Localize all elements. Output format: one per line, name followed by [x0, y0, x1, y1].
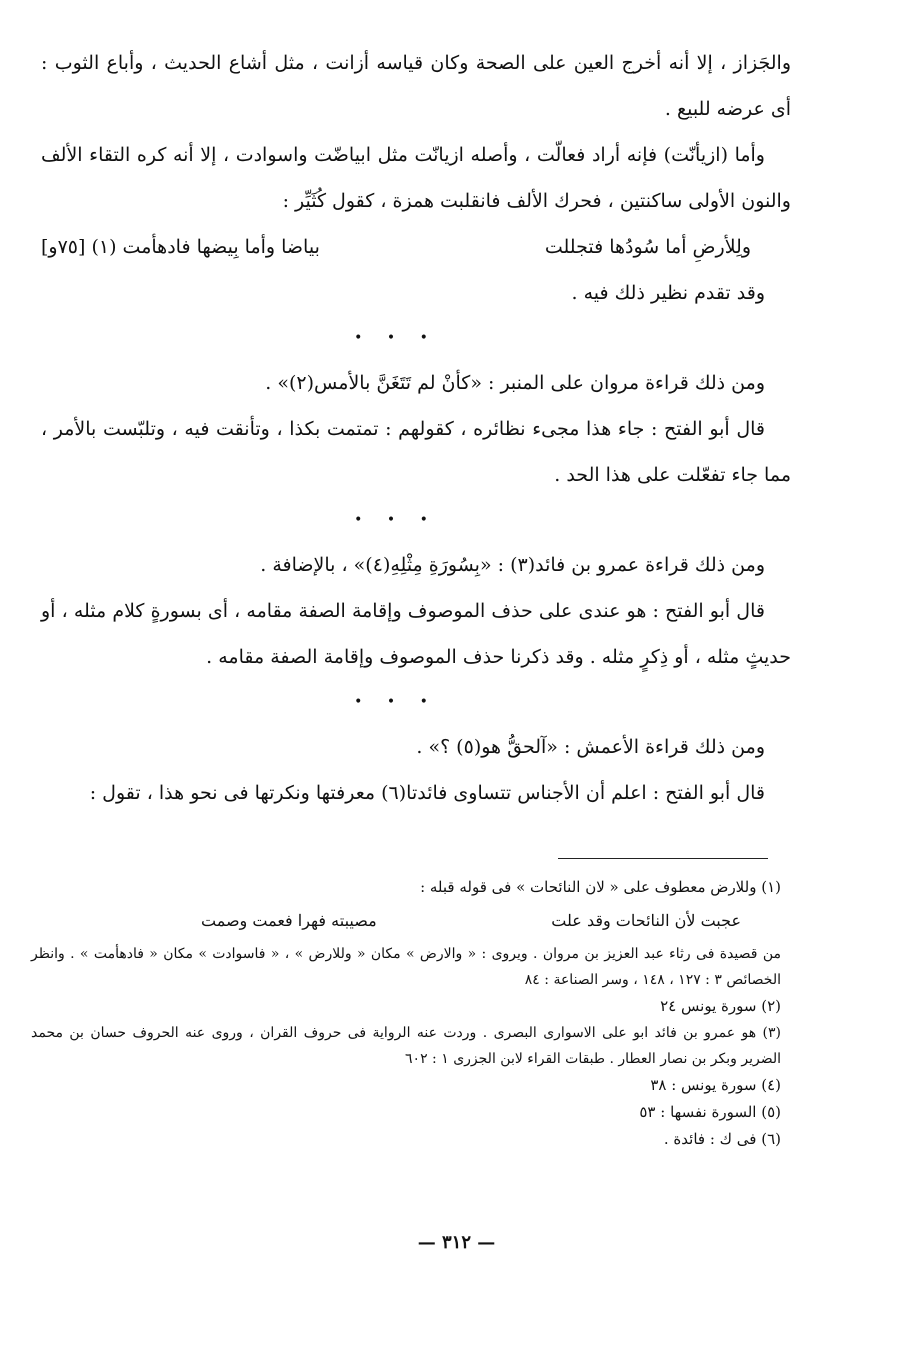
paragraph: وأما (ازيأنّت) فإنه أراد فعالّت ، وأصله ازيانّت مثل ابياضّت واسوادت ، إلا أنه كره التقاء الألف والنون الأولى ساكنتين ، فحرك الألف فانقلبت همزة ، كقول كُثَيِّر :: [41, 144, 791, 212]
section-separator: • • •: [354, 330, 438, 346]
verse-hemistich-left: مصيبته فهرا فعمت وصمت: [201, 911, 377, 930]
paragraph: ومن ذلك قراءة عمرو بن فائد(٣) : «بِسُورَةِ مِثْلِهِ(٤)» ، بالإضافة .: [260, 554, 765, 576]
paragraph: قال أبو الفتح : هو عندى على حذف الموصوف وإقامة الصفة مقامه ، أى بسورةٍ كلام مثله ، أو حديثٍ مثله ، أو ذِكرٍ مثله . وقد ذكرنا حذف الموصوف وإقامة الصفة مقامه .: [41, 600, 791, 668]
footnote-2: (٢) سورة يونس ٢٤: [660, 997, 781, 1015]
footnote-1-source: من قصيدة فى رثاء عبد العزيز بن مروان . ويروى : « والارض » مكان « وللارض » ، « فاسوادت » مكان « فادهأمت » . وانظر الخصائص ٣ : ١٢٧ ، ١٤٨ ، وسر الصناعة : ٨٤: [31, 946, 781, 988]
paragraph: قال أبو الفتح : جاء هذا مجىء نظائره ، كقولهم : تمتمت بكذا ، وتأنقت فيه ، وتلبّست بالأمر ، مما جاء تفعّلت على هذا الحد .: [41, 418, 791, 486]
footnote-verse: [31, 901, 781, 941]
section-separator: • • •: [354, 512, 438, 528]
verse-hemistich-right: عجبت لأن النائحات وقد علت: [551, 911, 741, 930]
verse-hemistich-right: ولِلأرضِ أما سُودُها فتجللت: [544, 236, 751, 258]
verse-line: [41, 224, 791, 270]
footnote-5: (٥) السورة نفسها : ٥٣: [639, 1103, 781, 1121]
section-separator: • • •: [354, 694, 438, 710]
paragraph: قال أبو الفتح : اعلم أن الأجناس تتساوى فائدتا(٦) معرفتها ونكرتها فى نحو هذا ، تقول :: [89, 782, 765, 804]
paragraph: والجَزاز ، إلا أنه أخرج العين على الصحة وكان قياسه أزانت ، مثل أشاع الحديث ، وأباع الثوب : أى عرضه للبيع .: [41, 52, 791, 120]
page-number: — ٣١٢ —: [417, 1232, 496, 1253]
verse-hemistich-left: بياضا وأما بِيضها فادهأمت (١) [٧٥و]: [41, 236, 320, 258]
footnote-1: (١) وللارض معطوف على « لان النائحات » فى قوله قبله :: [420, 878, 781, 896]
footnote-rule: [558, 858, 768, 859]
footnotes: [31, 874, 781, 1153]
paragraph: وقد تقدم نظير ذلك فيه .: [571, 282, 765, 304]
paragraph: ومن ذلك قراءة مروان على المنبر : «كأنْ لم تَتَغَنَّ بالأمس(٢)» .: [265, 372, 765, 394]
footnote-3: (٣) هو عمرو بن فائد ابو على الاسوارى البصرى . وردت عنه الرواية فى حروف القران ، وروى عنه الحروف حسان بن محمد الضرير وبكر بن نصار العطار . طبقات القراء لابن الجزرى ١ : ٦٠٢: [31, 1025, 781, 1067]
main-text: [41, 40, 791, 816]
paragraph: ومن ذلك قراءة الأعمش : «آلحقُّ هو(٥) ؟» .: [416, 736, 765, 758]
footnote-4: (٤) سورة يونس : ٣٨: [650, 1076, 781, 1094]
footnote-6: (٦) فى ك : فائدة .: [663, 1130, 781, 1148]
